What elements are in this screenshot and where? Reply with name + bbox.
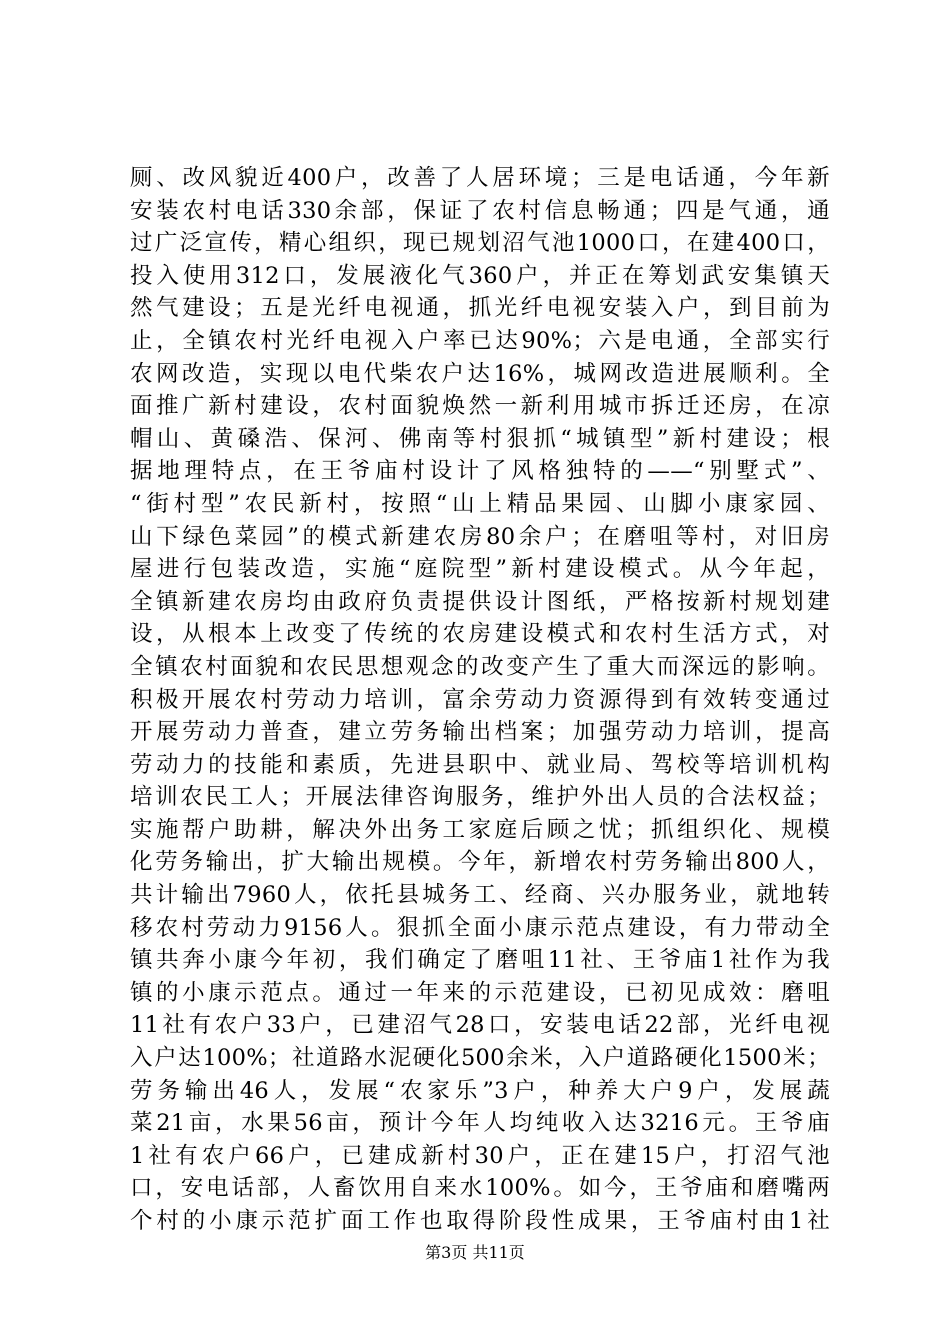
text-line: 口，安电话部，人畜饮用自来水100%。如今，王爷庙和磨嘴两 <box>130 1175 830 1202</box>
text-line: 过广泛宣传，精心组织，现已规划沼气池1000口，在建400口， <box>130 230 830 257</box>
text-line: 共计输出7960人，依托县城务工、经商、兴办服务业，就地转 <box>130 882 830 909</box>
text-line: 化劳务输出，扩大输出规模。今年，新增农村劳务输出800人， <box>130 849 830 876</box>
text-line: 镇共奔小康今年初，我们确定了磨咀11社、王爷庙1社作为我 <box>130 947 830 974</box>
text-line: 屋进行包装改造，实施“庭院型”新村建设模式。从今年起， <box>130 556 830 583</box>
text-line: 设，从根本上改变了传统的农房建设模式和农村生活方式，对 <box>130 621 830 648</box>
text-line: 安装农村电话330余部，保证了农村信息畅通；四是气通，通 <box>130 197 830 224</box>
text-line: 全镇农村面貌和农民思想观念的改变产生了重大而深远的影响。 <box>130 653 830 680</box>
text-line: 1社有农户66户，已建成新村30户，正在建15户，打沼气池 <box>130 1142 830 1169</box>
text-line: 入户达100%；社道路水泥硬化500余米，入户道路硬化1500米； <box>130 1045 830 1072</box>
text-line: 劳务输出46人，发展“农家乐”3户，种养大户9户，发展蔬 <box>130 1077 830 1104</box>
text-line: 11社有农户33户，已建沼气28口，安装电话22部，光纤电视 <box>130 1012 830 1039</box>
body-paragraph <box>130 162 830 1238</box>
text-line: 个村的小康示范扩面工作也取得阶段性成果，王爷庙村由1社 <box>130 1208 830 1234</box>
text-line: 农网改造，实现以电代柴农户达16%，城网改造进展顺利。全 <box>130 360 830 387</box>
text-line: 镇的小康示范点。通过一年来的示范建设，已初见成效：磨咀 <box>130 979 830 1006</box>
text-line: 培训农民工人；开展法律咨询服务，维护外出人员的合法权益； <box>130 784 830 811</box>
text-line: 开展劳动力普查，建立劳务输出档案；加强劳动力培训，提高 <box>130 719 830 746</box>
text-line: 全镇新建农房均由政府负责提供设计图纸，严格按新村规划建 <box>130 588 830 615</box>
text-line: 实施帮户助耕，解决外出务工家庭后顾之忧；抓组织化、规模 <box>130 816 830 843</box>
text-line: 止，全镇农村光纤电视入户率已达90%；六是电通，全部实行 <box>130 327 830 354</box>
text-line: 据地理特点，在王爷庙村设计了风格独特的——“别墅式”、 <box>130 458 830 485</box>
text-line: 面推广新村建设，农村面貌焕然一新利用城市拆迁还房，在凉 <box>130 393 830 420</box>
text-line: 移农村劳动力9156人。狠抓全面小康示范点建设，有力带动全 <box>130 914 830 941</box>
text-line: 投入使用312口，发展液化气360户，并正在筹划武安集镇天 <box>130 262 830 289</box>
text-line: 然气建设；五是光纤电视通，抓光纤电视安装入户，到目前为 <box>130 295 830 322</box>
text-line: 菜21亩，水果56亩，预计今年人均纯收入达3216元。王爷庙 <box>130 1110 830 1137</box>
text-line: 积极开展农村劳动力培训，富余劳动力资源得到有效转变通过 <box>130 686 830 713</box>
page-number-footer: 第3页 共11页 <box>425 1243 525 1262</box>
text-line: “街村型”农民新村，按照“山上精品果园、山脚小康家园、 <box>130 490 830 517</box>
text-line: 山下绿色菜园”的模式新建农房80余户；在磨咀等村，对旧房 <box>130 523 830 550</box>
text-line: 厕、改风貌近400户，改善了人居环境；三是电话通，今年新 <box>130 165 830 191</box>
text-line: 劳动力的技能和素质，先进县职中、就业局、驾校等培训机构 <box>130 751 830 778</box>
text-line: 帽山、黄磉浩、保河、佛南等村狠抓“城镇型”新村建设；根 <box>130 425 830 452</box>
